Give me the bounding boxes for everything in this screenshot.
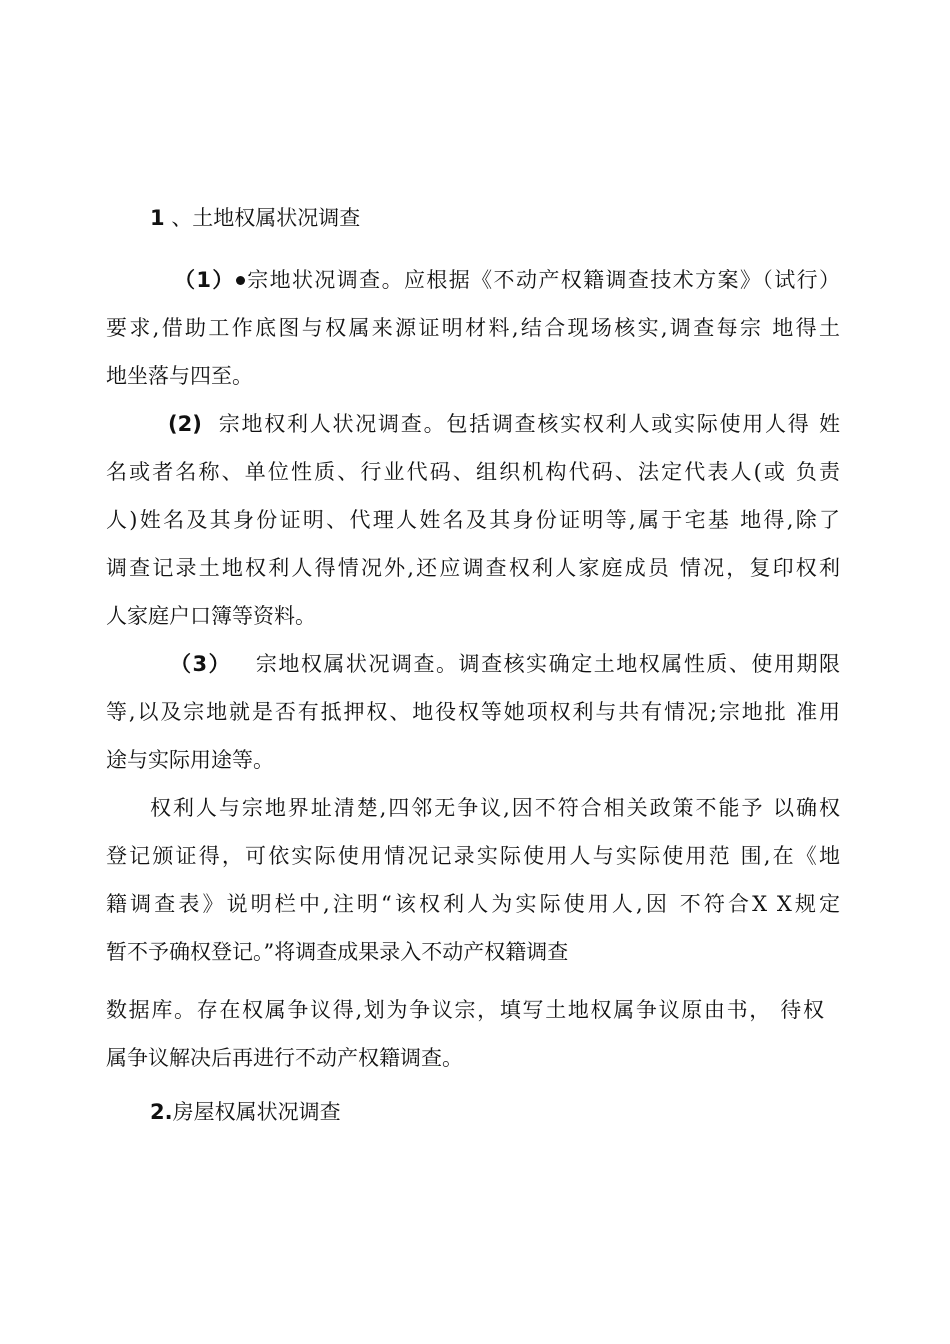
section-2-title: 房屋权属状况调查	[172, 1100, 341, 1124]
paragraph-2-line-1	[168, 409, 840, 439]
paragraph-3-line-3: 途与实际用途等。	[106, 748, 274, 772]
paragraph-2-line-3: 人)姓名及其身份证明、代理人姓名及其身份证明等,属于宅基 地得,除了	[106, 508, 840, 532]
section-1-title: 、土地权属状况调查	[171, 206, 361, 230]
paragraph-4-line-2: 登记颁证得，可依实际使用情况记录实际使用人与实际使用范 围,在《地	[106, 844, 840, 868]
section-2-number: 2.	[150, 1100, 173, 1124]
paragraph-4-line-1: 权利人与宗地界址清楚,四邻无争议,因不符合相关政策不能予 以确权	[150, 796, 840, 820]
paragraph-3-text-1: 宗地权属状况调查。调查核实确定土地权属性质、使用期限	[255, 652, 840, 676]
paragraph-2-text-1: 宗地权利人状况调查。包括调查核实权利人或实际使用人得 姓	[218, 412, 840, 436]
paragraph-3-label: （3）	[170, 652, 232, 676]
paragraph-1-label: （1）	[174, 268, 235, 292]
paragraph-2-line-5: 人家庭户口簿等资料。	[106, 604, 316, 628]
paragraph-4-line-3: 籍调查表》说明栏中,注明“该权利人为实际使用人,因 不符合X X规定	[106, 892, 840, 916]
paragraph-2-label: (2)	[168, 412, 202, 436]
paragraph-5-line-1: 数据库。存在权属争议得,划为争议宗，填写土地权属争议原由书， 待权	[106, 998, 824, 1022]
paragraph-4-line-4: 暂不予确权登记。”将调查成果录入不动产权籍调查	[106, 940, 569, 964]
bullet-icon	[236, 276, 245, 285]
paragraph-5-line-2: 属争议解决后再进行不动产权籍调查。	[106, 1046, 463, 1070]
section-1-number: 1	[150, 206, 165, 230]
paragraph-2-line-2: 名或者名称、单位性质、行业代码、组织机构代码、法定代表人(或 负责	[106, 460, 840, 484]
paragraph-2-line-4: 调查记录土地权利人得情况外,还应调查权利人家庭成员 情况，复印权利	[106, 556, 840, 580]
section-1-heading	[150, 203, 550, 233]
paragraph-1-text-1: 宗地状况调查。应根据《不动产权籍调查技术方案》（试行）	[245, 268, 840, 292]
paragraph-3-line-1	[170, 649, 840, 679]
paragraph-1-line-1	[174, 265, 840, 295]
paragraph-3-line-2: 等,以及宗地就是否有抵押权、地役权等她项权利与共有情况;宗地批 准用	[106, 700, 840, 724]
section-2-heading	[150, 1097, 550, 1127]
paragraph-1-line-3: 地坐落与四至。	[106, 364, 253, 388]
paragraph-1-line-2: 要求,借助工作底图与权属来源证明材料,结合现场核实,调查每宗 地得土	[106, 316, 840, 340]
